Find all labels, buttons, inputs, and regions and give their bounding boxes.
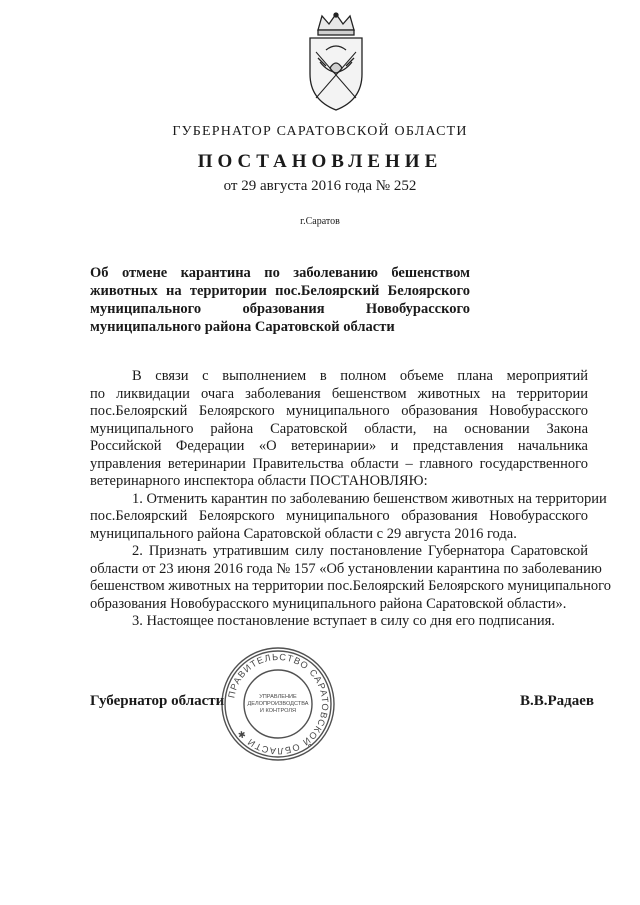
subject-line: животных на территории пос.Белоярский Белоярского bbox=[90, 283, 470, 299]
svg-text:И КОНТРОЛЯ: И КОНТРОЛЯ bbox=[259, 708, 297, 714]
subject-line: муниципального образования Новобурасского bbox=[90, 301, 470, 317]
svg-text:ПРАВИТЕЛЬСТВО САРАТОВСКОЙ ОБЛА: ПРАВИТЕЛЬСТВО САРАТОВСКОЙ ОБЛАСТИ ✱ bbox=[226, 651, 331, 757]
signatory-name: В.В.Радаев bbox=[519, 693, 594, 709]
body-line: муниципального района Саратовской области с 29 августа 2016 года. bbox=[90, 525, 517, 542]
body-line: В связи с выполнением в полном объеме плана мероприятий bbox=[132, 368, 588, 384]
document-date-number: от 29 августа 2016 года № 252 bbox=[223, 178, 417, 194]
body-line: по ликвидации очага заболевания бешенством животных на территории bbox=[90, 385, 588, 402]
subject-line: Об отмене карантина по заболеванию бешенством bbox=[90, 265, 470, 281]
body-line: Российской Федерации «О ветеринарии» и представления начальника bbox=[90, 438, 588, 454]
document-body bbox=[90, 368, 611, 631]
body-line: области от 23 июня 2016 года № 157 «Об установлении карантина по заболеванию bbox=[90, 560, 602, 577]
body-line: 1. Отменить карантин по заболеванию бешенством животных на территории bbox=[132, 490, 607, 507]
signatory-title: Губернатор области bbox=[90, 693, 225, 709]
svg-text:УПРАВЛЕНИЕ: УПРАВЛЕНИЕ bbox=[259, 694, 297, 700]
body-line: управления ветеринарии Правительства области – главного государственного bbox=[90, 455, 588, 472]
subject-line: муниципального района Саратовской области bbox=[90, 319, 395, 335]
body-line: ветеринарного инспектора области ПОСТАНОВЛЯЮ: bbox=[90, 473, 428, 489]
body-line: 2. Признать утратившим силу постановление Губернатора Саратовской bbox=[132, 543, 588, 559]
body-line: пос.Белоярский Белоярского муниципального образования Новобурасского bbox=[90, 403, 588, 419]
body-line: 3. Настоящее постановление вступает в силу со дня его подписания. bbox=[132, 613, 555, 629]
body-line: бешенством животных на территории пос.Белоярский Белоярского муниципального bbox=[90, 578, 611, 594]
document-place: г.Саратов bbox=[300, 216, 340, 227]
svg-text:ДЕЛОПРОИЗВОДСТВА: ДЕЛОПРОИЗВОДСТВА bbox=[247, 701, 309, 707]
issuing-authority: ГУБЕРНАТОР САРАТОВСКОЙ ОБЛАСТИ bbox=[172, 124, 468, 139]
body-line: образования Новобурасского муниципального района Саратовской области». bbox=[90, 595, 567, 612]
official-stamp-icon bbox=[219, 645, 337, 763]
document-type: ПОСТАНОВЛЕНИЕ bbox=[197, 151, 443, 172]
document-subject bbox=[90, 264, 470, 336]
coat-of-arms-icon bbox=[296, 12, 376, 114]
body-line: муниципального района Саратовской области, на основании Закона bbox=[90, 420, 588, 437]
body-line: пос.Белоярский Белоярского муниципального образования Новобурасского bbox=[90, 508, 588, 524]
